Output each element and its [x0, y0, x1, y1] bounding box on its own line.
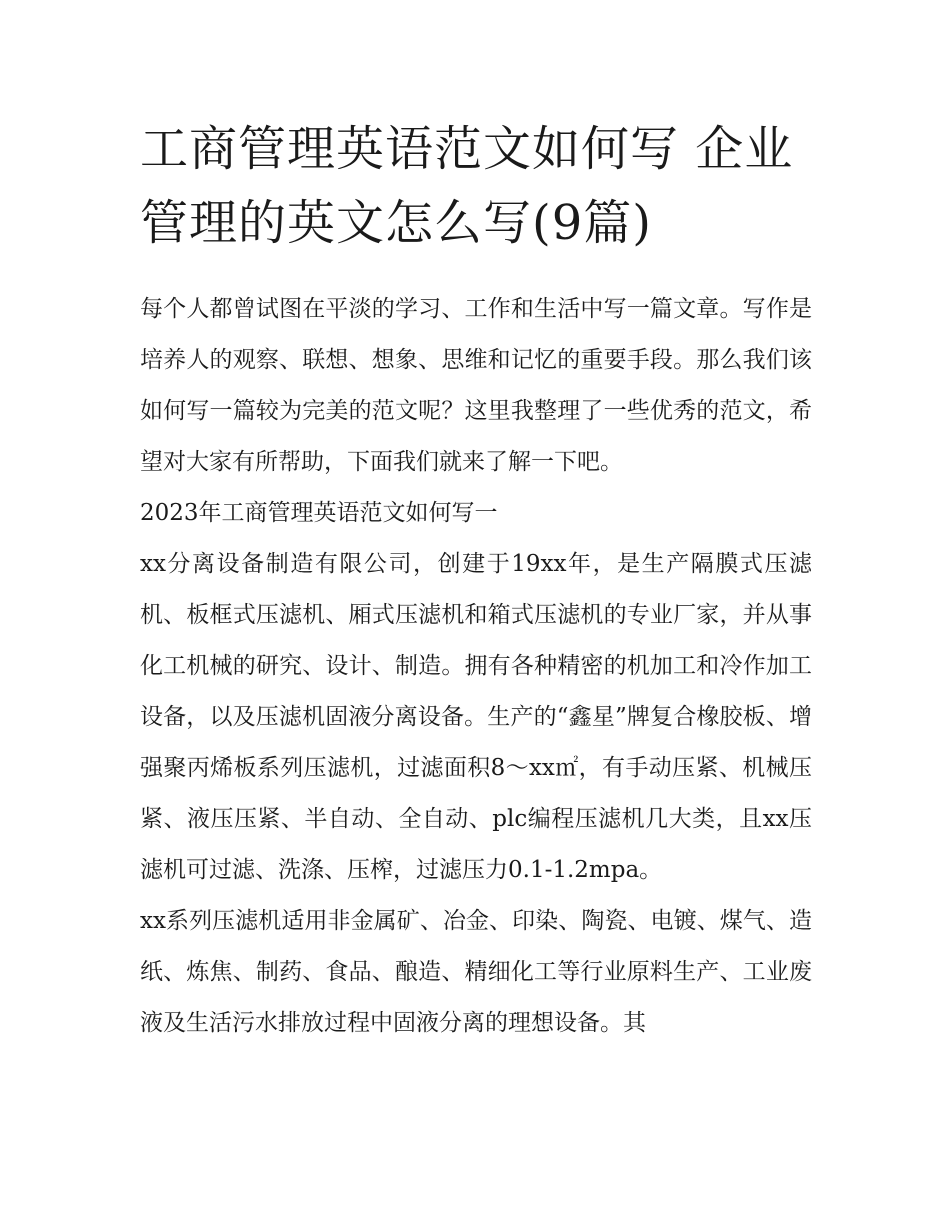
intro-paragraph: 每个人都曾试图在平淡的学习、工作和生活中写一篇文章。写作是培养人的观察、联想、想象、思维和记忆的重要手段。那么我们该如何写一篇较为完美的范文呢？这里我整理了一些优秀的范文，希望对大家有所帮助，下面我们就来了解一下吧。: [140, 296, 812, 475]
body-paragraph-1: xx分离设备制造有限公司，创建于19xx年，是生产隔膜式压滤机、板框式压滤机、厢式压滤机和箱式压滤机的专业厂家，并从事化工机械的研究、设计、制造。拥有各种精密的机加工和冷作加工设备，以及压滤机固液分离设备。生产的“鑫星”牌复合橡胶板、增强聚丙烯板系列压滤机，过滤面积8～xx㎡，有手动压紧、机械压紧、液压压紧、半自动、全自动、plc编程压滤机几大类，且xx压滤机可过滤、洗涤、压榨，过滤压力0.1-1.2mpa。: [140, 551, 812, 883]
body-paragraph-2: xx系列压滤机适用非金属矿、冶金、印染、陶瓷、电镀、煤气、造纸、炼焦、制药、食品、酿造、精细化工等行业原料生产、工业废液及生活污水排放过程中固液分离的理想设备。其: [140, 908, 812, 1036]
document-page: [140, 112, 812, 1049]
document-title: 工商管理英语范文如何写 企业管理的英文怎么写(9篇): [140, 121, 794, 251]
section-heading: 2023年工商管理英语范文如何写一: [140, 500, 498, 526]
